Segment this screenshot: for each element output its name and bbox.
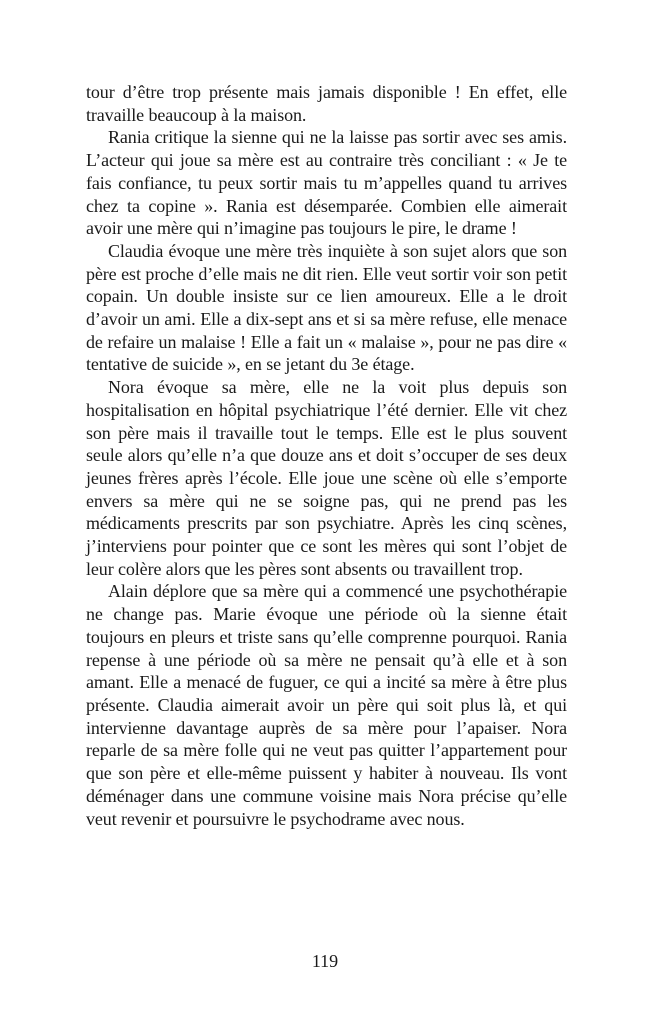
paragraph-rania: Rania critique la sienne qui ne la laisse pas sortir avec ses amis. L’acteur qui joue sa mère est au contraire très conciliant : « Je te fais confiance, tu peux sortir mais tu m’appelles quand tu arrives chez ta copine ». Rania est désemparée. Combien elle aimerait avoir une mère qui n’imagine pas toujours le pire, le drame ! xyxy=(86,127,567,239)
paragraph-claudia: Claudia évoque une mère très inquiète à son sujet alors que son père est proche d’elle mais ne dit rien. Elle veut sortir voir son petit copain. Un double insiste sur ce lien amoureux. Elle a le droit d’avoir un ami. Elle a dix-sept ans et si sa mère refuse, elle menace de refaire un malaise ! Elle a fait un « malaise », pour ne pas dire « tentative de suicide », en se jetant du 3e étage. xyxy=(86,240,567,375)
paragraph-continuation: tour d’être trop présente mais jamais disponible ! En effet, elle travaille beaucoup à la maison. xyxy=(86,82,567,125)
paragraph-nora: Nora évoque sa mère, elle ne la voit plus depuis son hospitalisation en hôpital psychiatrique l’été dernier. Elle vit chez son père mais il travaille tout le temps. Elle est le plus souvent seule alors qu’elle n’a que douze ans et doit s’occuper de ses deux jeunes frères après l’école. Elle joue une scène où elle s’emporte envers sa mère qui ne se soigne pas, qui ne prend pas les médicaments prescrits par son psychiatre. Après les cinq scènes, j’interviens pour pointer que ce sont les mères qui sont l’objet de leur colère alors que les pères sont absents ou travaillent trop. xyxy=(86,377,567,579)
page-number: 119 xyxy=(311,951,339,971)
paragraph-alain: Alain déplore que sa mère qui a commencé une psychothérapie ne change pas. Marie évoque une période où la sienne était toujours en pleurs et triste sans qu’elle comprenne pourquoi. Rania repense à une période où sa mère ne pensait qu’à elle et à son amant. Elle a menacé de fuguer, ce qui a incité sa mère à être plus présente. Claudia aimerait avoir un père qui soit plus là, et qui intervienne davantage auprès de sa mère pour l’apaiser. Nora reparle de sa mère folle qui ne veut pas quitter l’appartement pour que son père et elle-même puissent y habiter à nouveau. Ils vont déménager dans une commune voisine mais Nora précise qu’elle veut revenir et poursuivre le psychodrame avec nous. xyxy=(86,581,567,829)
body-text xyxy=(86,81,567,830)
